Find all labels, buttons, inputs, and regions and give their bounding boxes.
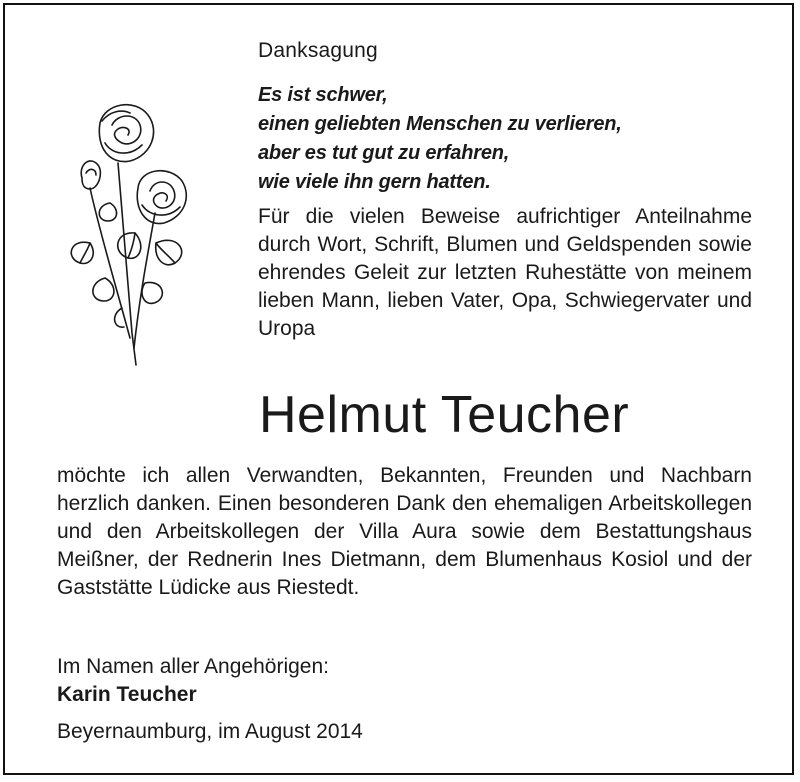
- intro-paragraph: Für die vielen Beweise aufrichtiger Anteilnahme durch Wort, Schrift, Blumen und Geldspenden sowie ehrendes Geleit zur letzten Ruhestätte von meinem lieben Mann, lieben Vater, Opa, Schwiegervater und Uropa: [258, 205, 752, 340]
- quote-line: aber es tut gut zu erfahren,: [258, 142, 510, 164]
- thanks-paragraph: möchte ich allen Verwandten, Bekannten, Freunden und Nachbarn herzlich danken. Einen besonderen Dank den ehemaligen Arbeitskollegen und den Arbeitskollegen der Villa Aura sowie dem Bestattungshaus Meißner, der Rednerin Ines Dietmann, dem Blumenhaus Kosiol und der Gaststätte Lüdicke aus Riestedt.: [57, 464, 752, 599]
- notice-frame: [3, 3, 794, 775]
- place-date: Beyernaumburg, im August 2014: [57, 720, 363, 743]
- quote-line: Es ist schwer,: [258, 84, 388, 106]
- roses-illustration: [60, 93, 200, 373]
- signer-name: Karin Teucher: [57, 683, 197, 706]
- closing: [57, 653, 363, 746]
- quote-line: einen geliebten Menschen zu verlieren,: [258, 113, 622, 135]
- quote: [258, 81, 622, 197]
- heading: Danksagung: [258, 39, 378, 62]
- closing-line: Im Namen aller Angehörigen:: [57, 655, 329, 678]
- quote-line: wie viele ihn gern hatten.: [258, 171, 491, 193]
- deceased-name: Helmut Teucher: [259, 386, 630, 444]
